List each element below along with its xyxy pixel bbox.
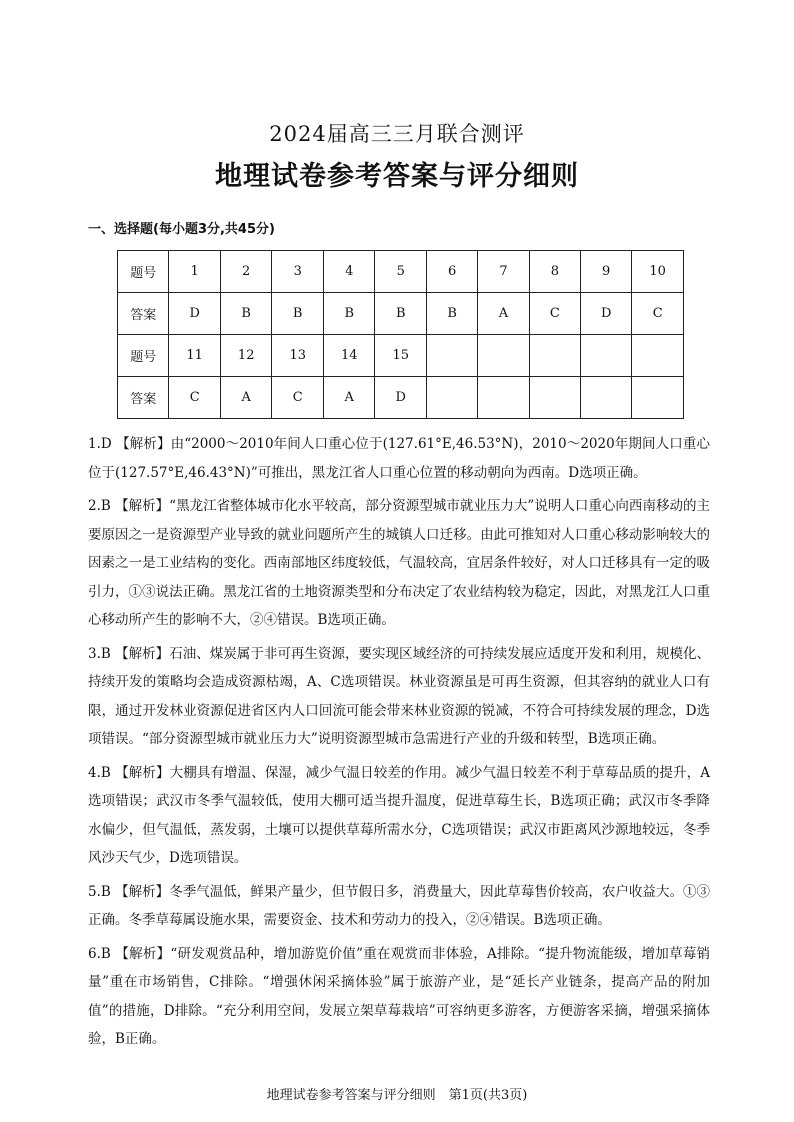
exam-title: 2024届高三三月联合测评 — [269, 122, 525, 146]
table-cell — [478, 335, 529, 377]
answer-table — [117, 250, 684, 419]
table-cell — [581, 335, 632, 377]
item-lead: 6.B 【解析】 — [88, 945, 171, 962]
item-text: “黑龙江省整体城市化水平较高，部分资源型城市就业压力大”说明人口重心向西南移动的主要原因之一是资源型产业导致的就业问题所产生的城镇人口迁移。由此可推知对人口重心移动影响较大的因素之一是工业结构的变化。西南部地区纬度较低，气温较高，宜居条件较好，对人口迁移具有一定的吸引力，①③说法正确。黑龙江省的土地资源类型和分布决定了农业结构较为稳定，因此，对黑龙江人口重心移动所产生的影响不大，②④错误。B选项正确。 — [88, 498, 711, 628]
table-cell: D — [581, 293, 632, 335]
item-lead: 5.B 【解析】 — [88, 883, 170, 900]
explanation-item-5 — [88, 878, 710, 935]
table-cell: C — [272, 377, 324, 419]
table-cell: B — [272, 293, 324, 335]
table-cell: 9 — [581, 251, 632, 293]
table-cell: 11 — [169, 335, 221, 377]
item-text: 石油、煤炭属于非可再生资源，要实现区域经济的可持续发展应适度开发和利用，规模化、持续开发的策略均会造成资源枯竭，A、C选项错误。林业资源虽是可再生资源，但其容纳的就业人口有限，通过开发林业资源促进省区内人口回流可能会带来林业资源的锐减，不符合可持续发展的理念，D选项错误。“部分资源型城市就业压力大”说明资源型城市急需进行产业的升级和转型，B选项正确。 — [88, 645, 711, 747]
section-heading: 一、选择题(每小题3分,共45分) — [88, 222, 275, 237]
table-cell: B — [427, 293, 478, 335]
table-cell: 2 — [220, 251, 272, 293]
table-row-header: 答案 — [118, 377, 169, 419]
table-cell — [478, 377, 529, 419]
table-cell: A — [323, 377, 375, 419]
table-cell: B — [375, 293, 427, 335]
table-cell — [427, 377, 478, 419]
table-cell — [529, 335, 580, 377]
table-cell: 5 — [375, 251, 427, 293]
table-cell: 7 — [478, 251, 529, 293]
table-cell — [581, 377, 632, 419]
table-cell — [632, 377, 684, 419]
table-row — [118, 293, 684, 335]
explanation-list — [88, 430, 710, 1059]
table-row-header: 题号 — [118, 251, 169, 293]
table-cell — [427, 335, 478, 377]
table-cell: A — [220, 377, 272, 419]
explanation-item-4 — [88, 759, 710, 873]
item-text: “研发观赏品种，增加游览价值”重在观赏而非体验，A排除。“提升物流能级，增加草莓销量”重在市场销售，C排除。“增强休闲采摘体验”属于旅游产业，是“延长产业链条，提高产品的附加值”的措施，D排除。“充分利用空间，发展立架草莓栽培”可容纳更多游客，方便游客采摘，增强采摘体验，B正确。 — [88, 945, 711, 1047]
item-text: 大棚具有增温、保湿，减少气温日较差的作用。减少气温日较差不利于草莓品质的提升，A选项错误；武汉市冬季气温较低，使用大棚可适当提升温度，促进草莓生长，B选项正确；武汉市冬季降水偏少，但气温低，蒸发弱，土壤可以提供草莓所需水分，C选项错误；武汉市距离风沙源地较远，冬季风沙天气少，D选项错误。 — [88, 764, 711, 866]
table-cell: C — [529, 293, 580, 335]
page-footer: 地理试卷参考答案与评分细则 第1页(共3页) — [266, 1088, 528, 1103]
item-text: 冬季气温低，鲜果产量少，但节假日多，消费量大，因此草莓售价较高，农户收益大。①③正确。冬季草莓属设施水果，需要资金、技术和劳动力的投入，②④错误。B选项正确。 — [88, 883, 711, 928]
table-cell: 15 — [375, 335, 427, 377]
table-cell: A — [478, 293, 529, 335]
table-cell: 14 — [323, 335, 375, 377]
item-text: 由“2000～2010年间人口重心位于(127.61°E,46.53°N)，2010～2020年期间人口重心位于(127.57°E,46.43°N)”可推出，黑龙江省人口重心位置的移动朝向为西南。D选项正确。 — [88, 436, 710, 481]
table-cell: 4 — [323, 251, 375, 293]
document-title: 地理试卷参考答案与评分细则 — [215, 161, 579, 192]
item-lead: 1.D 【解析】 — [88, 436, 171, 452]
table-cell: 6 — [427, 251, 478, 293]
table-cell: D — [169, 293, 221, 335]
table-cell: D — [375, 377, 427, 419]
table-cell: B — [323, 293, 375, 335]
item-lead: 3.B 【解析】 — [88, 645, 170, 662]
table-cell: 10 — [632, 251, 684, 293]
table-row-header: 题号 — [118, 335, 169, 377]
explanation-item-3 — [88, 640, 710, 754]
item-lead: 4.B 【解析】 — [88, 764, 170, 781]
table-cell: 12 — [220, 335, 272, 377]
table-cell: B — [220, 293, 272, 335]
table-cell — [529, 377, 580, 419]
table-cell: 8 — [529, 251, 580, 293]
explanation-item-6 — [88, 940, 710, 1054]
item-lead: 2.B 【解析】 — [88, 498, 170, 514]
table-cell: C — [169, 377, 221, 419]
table-cell: 1 — [169, 251, 221, 293]
table-cell — [632, 335, 684, 377]
table-cell: 3 — [272, 251, 324, 293]
table-row — [118, 377, 684, 419]
table-row — [118, 251, 684, 293]
table-cell: C — [632, 293, 684, 335]
table-row-header: 答案 — [118, 293, 169, 335]
table-cell: 13 — [272, 335, 324, 377]
explanation-item-2 — [88, 492, 710, 635]
table-row — [118, 335, 684, 377]
explanation-item-1 — [88, 430, 710, 487]
